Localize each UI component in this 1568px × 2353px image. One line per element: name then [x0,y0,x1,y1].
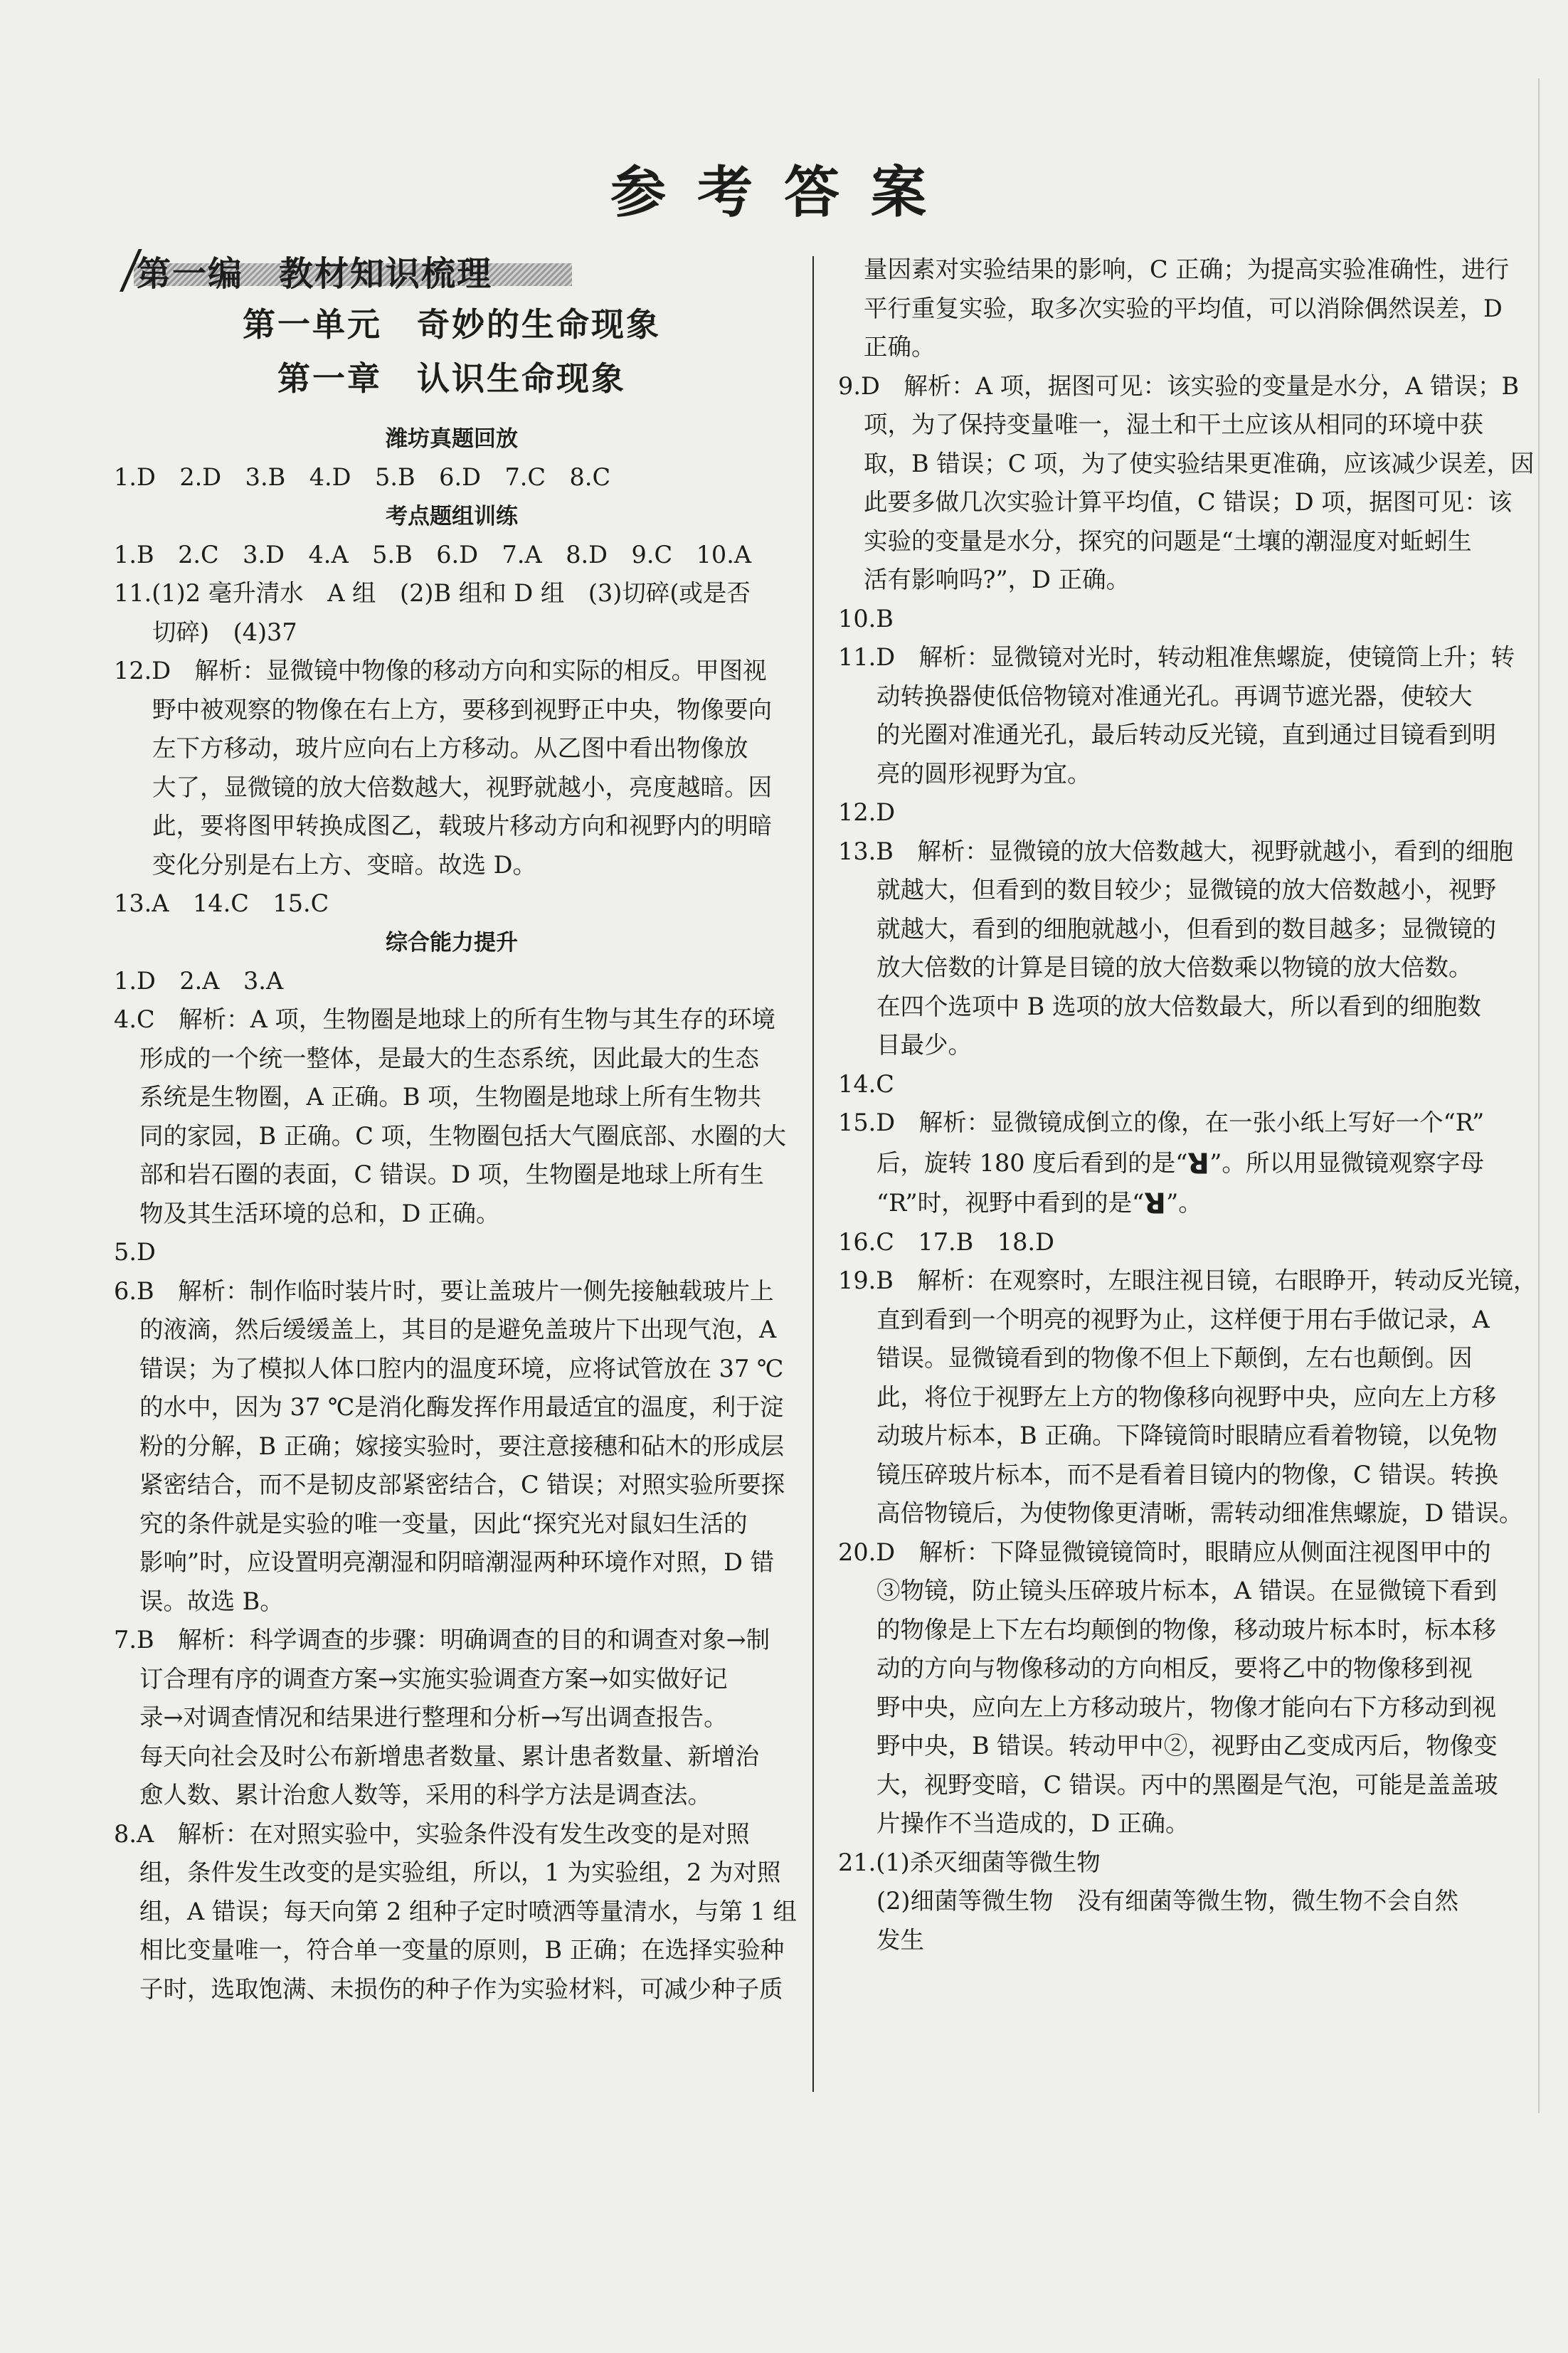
answer-line: 1.D 2.A 3.A [114,966,284,995]
answer-text: ”。 [1166,1189,1202,1217]
right-column [838,250,1537,1960]
answer-line: 组，条件发生改变的是实验组，所以，1 为实验组，2 为对照 [139,1858,781,1886]
answer-line: 片操作不当造成的，D 正确。 [876,1809,1190,1837]
section-heading: 考点题组训练 [386,503,518,529]
answer-block-q9 [838,367,1535,600]
answer-line: 每天向社会及时公布新增患者数量、累计患者数量、新增治 [139,1742,759,1770]
answer-line: 7.B 解析：科学调查的步骤：明确调查的目的和调查对象→制 [114,1626,770,1654]
answer-line: 在四个选项中 B 选项的放大倍数最大，所以看到的细胞数 [876,992,1481,1020]
answer-line: 15.D 解析：显微镜成倒立的像，在一张小纸上写好一个“R” [838,1109,1485,1136]
answer-line: 就越大，但看到的数目较少；显微镜的放大倍数越小，视野 [876,876,1496,904]
section-heading: 潍坊真题回放 [386,426,518,452]
answer-block-q12 [114,652,790,884]
answer-line: 高倍物镜后，为使物像更清晰，需转动细准焦螺旋，D 错误。 [876,1499,1523,1527]
answer-line: 活有影响吗?”，D 正确。 [864,566,1130,593]
answer-line: 10.B [838,604,894,633]
answer-line: 野中央，B 错误。转动甲中②，视野由乙变成丙后，物像变 [876,1732,1498,1760]
answer-line: 的光圈对准通光孔，最后转动反光镜，直到通过目镜看到明 [876,721,1496,749]
answer-line: 大了，显微镜的放大倍数越大，视野就越小，亮度越暗。因 [152,773,772,801]
answer-line: 粉的分解，B 正确；嫁接实验时，要注意接穗和砧木的形成层 [139,1432,785,1460]
answer-line: 9.D 解析：A 项，据图可见：该实验的变量是水分，A 错误；B [838,371,1520,400]
answer-line: 动转换器使低倍物镜对准通光孔。再调节遮光器，使较大 [876,682,1473,710]
answer-line: 错误；为了模拟人体口腔内的温度环境，应将试管放在 37 ℃ [139,1354,784,1382]
answer-text: ”。所以用显微镜观察字母 [1209,1148,1484,1177]
answer-line: 究的条件就是实验的唯一变量，因此“探究光对鼠妇生活的 [139,1509,748,1538]
answer-line: 取，B 错误；C 项，为了使实验结果更准确，应该减少误差，因 [864,449,1535,477]
answer-line: 16.C 17.B 18.D [838,1227,1054,1256]
answer-line: 实验的变量是水分，探究的问题是“土壤的潮湿度对蚯蚓生 [864,527,1472,555]
answer-line: 20.D 解析：下降显微镜镜筒时，眼睛应从侧面注视图甲中的 [838,1538,1491,1566]
answer-line: 亮的圆形视野为宜。 [876,759,1091,788]
answer-line [838,1143,1514,1183]
answer-line: 形成的一个统一整体，是最大的生态系统，因此最大的生态 [139,1044,759,1072]
answer-line: 目最少。 [876,1031,972,1059]
answer-line: 的水中，因为 37 ℃是消化酶发挥作用最适宜的温度，利于淀 [139,1393,784,1421]
answer-line: 11.D 解析：显微镜对光时，转动粗准焦螺旋，使镜筒上升；转 [838,643,1515,671]
answer-block-q8 [114,1815,798,2009]
answer-line: 影响”时，应设置明亮潮湿和阴暗潮湿两种环境作对照，D 错 [139,1548,775,1576]
answer-line: 14.C [838,1069,894,1098]
answer-block-q4 [114,1000,790,1233]
answer-line: 订合理有序的调查方案→实施实验调查方案→如实做好记 [139,1664,728,1693]
answer-line: (2)细菌等微生物 没有细菌等微生物，微生物不会自然 [876,1887,1458,1915]
answer-line: 直到看到一个明亮的视野为止，这样便于用右手做记录，A [876,1305,1490,1333]
answer-line: 1.D 2.D 3.B 4.D 5.B 6.D 7.C 8.C [114,463,611,491]
chapter-title: 第一章 认识生命现象 [277,359,626,398]
left-column [114,420,798,2009]
answer-line: 量因素对实验结果的影响，C 正确；为提高实验准确性，进行 [864,255,1510,283]
answer-line: 动玻片标本，B 正确。下降镜筒时眼睛应看着物镜，以免物 [876,1422,1498,1449]
answer-line [838,1183,1514,1223]
answer-line: 相比变量唯一，符合单一变量的原则，B 正确；在选择实验种 [139,1936,785,1964]
answer-block-q15 [838,1104,1514,1223]
answer-line: 系统是生物圈，A 正确。B 项，生物圈是地球上所有生物共 [139,1083,762,1111]
answer-block-q21 [838,1844,1514,1960]
answer-line: 紧密结合，而不是韧皮部紧密结合，C 错误；对照实验所要探 [139,1471,785,1498]
page-title: 参考答案 [610,161,958,225]
answer-line: 就越大，看到的细胞就越小，但看到的数目越多；显微镜的 [876,914,1496,943]
answer-line: 的物像是上下左右均颠倒的物像，移动玻片标本时，标本移 [876,1615,1496,1644]
answer-block-q7 [114,1621,790,1815]
answer-line: 野中央，应向左上方移动玻片，物像才能向右下方移动到视 [876,1693,1496,1721]
answer-line: 6.B 解析：制作临时装片时，要让盖玻片一侧先接触载玻片上 [114,1276,774,1305]
rotated-r-glyph: R [1144,1185,1167,1219]
answer-line: 13.B 解析：显微镜的放大倍数越大，视野就越小，看到的细胞 [838,837,1513,865]
answer-line: 12.D [838,798,896,826]
unit-title: 第一单元 奇妙的生命现象 [243,305,661,344]
section-heading: 综合能力提升 [386,929,518,956]
answer-line: 愈人数、累计治愈人数等，采用的科学方法是调查法。 [139,1781,711,1809]
answer-block-q8-cont [838,250,1514,367]
part-banner [120,249,572,294]
answer-line: 物及其生活环境的总和，D 正确。 [139,1199,500,1227]
answer-block-q13 [838,832,1514,1065]
answer-line: 误。故选 B。 [139,1587,284,1615]
page-edge-line [1538,78,1540,2113]
answer-block-q20 [838,1533,1514,1844]
answer-block-q19 [838,1262,1537,1533]
answer-line: 左下方移动，玻片应向右上方移动。从乙图中看出物像放 [152,734,748,762]
column-divider [812,256,814,2092]
answer-line: 21.(1)杀灭细菌等微生物 [838,1848,1101,1876]
banner-text: 第一编 教材知识梳理 [137,254,493,294]
answer-line: 镜压碎玻片标本，而不是看着目镜内的物像，C 错误。转换 [876,1460,1498,1489]
answer-line: 19.B 解析：在观察时，左眼注视目镜，右眼睁开，转动反光镜， [838,1267,1537,1294]
answer-line: 子时，选取饱满、未损伤的种子作为实验材料，可减少种子质 [139,1974,783,2003]
answer-line: 平行重复实验，取多次实验的平均值，可以消除偶然误差，D [864,294,1503,322]
answer-line: 动的方向与物像移动的方向相反，要将乙中的物像移到视 [876,1654,1473,1682]
answer-line: 5.D [114,1238,156,1266]
answer-line: 正确。 [864,333,936,361]
answer-line: 野中被观察的物像在右上方，要移到视野正中央，物像要向 [152,695,772,724]
answer-line: 13.A 14.C 15.C [114,889,329,917]
answer-line: 项，为了保持变量唯一，湿土和干土应该从相同的环境中获 [864,411,1483,438]
answer-line: 12.D 解析：显微镜中物像的移动方向和实际的相反。甲图视 [114,657,767,684]
answer-line: 错误。显微镜看到的物像不但上下颠倒，左右也颠倒。因 [876,1344,1473,1372]
answer-text: 后，旋转 180 度后看到的是“ [876,1148,1188,1177]
answer-line: 11.(1)2 毫升清水 A 组 (2)B 组和 D 组 (3)切碎(或是否 [114,579,751,607]
answer-line: 的液滴，然后缓缓盖上，其目的是避免盖玻片下出现气泡，A [139,1316,777,1343]
answer-line: 放大倍数的计算是目镜的放大倍数乘以物镜的放大倍数。 [876,953,1473,981]
answer-line: 录→对调查情况和结果进行整理和分析→写出调查报告。 [139,1703,728,1731]
answer-line: 部和岩石圈的表面，C 错误。D 项，生物圈是地球上所有生 [139,1160,764,1188]
answer-text: “R”时，视野中看到的是“ [876,1189,1145,1217]
answer-line: 大，视野变暗，C 错误。丙中的黑圈是气泡，可能是盖盖玻 [876,1770,1498,1799]
answer-line: 组，A 错误；每天向第 2 组种子定时喷洒等量清水，与第 1 组 [139,1897,798,1925]
answer-line: 切碎) (4)37 [152,618,297,646]
answer-line: 同的家园，B 正确。C 项，生物圈包括大气圈底部、水圈的大 [139,1121,787,1150]
answer-line: 此，要将图甲转换成图乙，载玻片移动方向和视野内的明暗 [152,812,772,840]
answer-line: 4.C 解析：A 项，生物圈是地球上的所有生物与其生存的环境 [114,1005,775,1033]
answer-line: ③物镜，防止镜头压碎玻片标本，A 错误。在显微镜下看到 [876,1577,1498,1604]
answer-line: 变化分别是右上方、变暗。故选 D。 [152,850,537,879]
answer-line: 8.A 解析：在对照实验中，实验条件没有发生改变的是对照 [114,1819,750,1848]
answer-line: 发生 [876,1925,924,1954]
answer-block-q11 [838,638,1514,793]
answer-block-q6 [114,1272,790,1622]
answer-line: 1.B 2.C 3.D 4.A 5.B 6.D 7.A 8.D 9.C 10.A [114,540,752,569]
answer-line: 此要多做几次实验计算平均值，C 错误；D 项，据图可见：该 [864,488,1513,516]
rotated-r-glyph: R [1187,1146,1210,1178]
answer-line: 此，将位于视野左上方的物像移向视野中央，应向左上方移 [876,1382,1496,1411]
